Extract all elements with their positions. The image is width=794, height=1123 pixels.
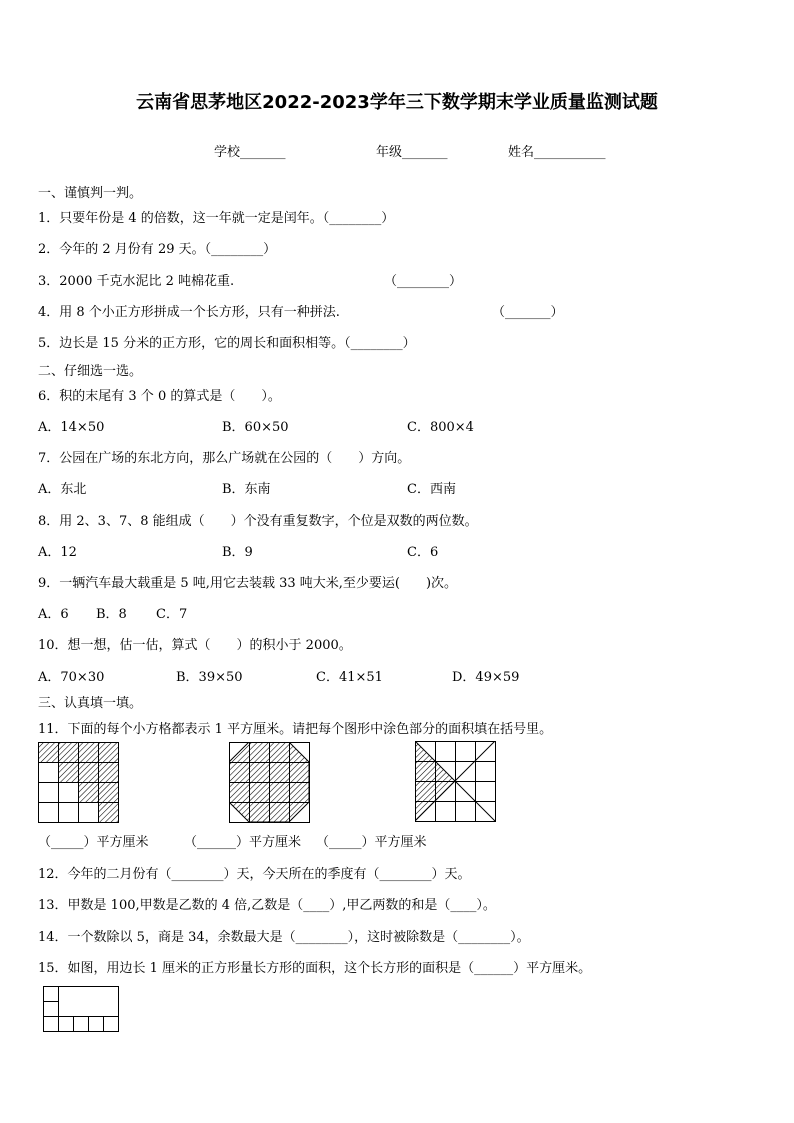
question-15: 15．如图，用边长 1 厘米的正方形量长方形的面积，这个长方形的面积是（______）平方厘米。	[38, 961, 592, 976]
question-1: 1．只要年份是 4 的倍数，这一年就一定是闰年。（________）	[38, 211, 395, 226]
section-heading-choose: 二、仔细选一选。	[38, 364, 143, 379]
option-7a[interactable]: A．东北	[38, 482, 87, 497]
option-8c[interactable]: C．6	[407, 545, 439, 560]
question-10: 10．想一想，估一估，算式（ ）的积小于 2000。	[38, 638, 352, 653]
option-7b[interactable]: B．东南	[222, 482, 271, 497]
question-8: 8．用 2、3、7、8 能组成（ ）个没有重复数字，个位是双数的两位数。	[38, 514, 478, 529]
option-10b[interactable]: B．39×50	[176, 670, 243, 685]
answer-unit-1[interactable]: （_____）平方厘米	[38, 835, 149, 850]
question-12: 12．今年的二月份有（________）天，今天所在的季度有（________）天。	[38, 867, 471, 882]
answer-unit-2[interactable]: （______）平方厘米	[184, 835, 302, 850]
area-figure-3	[415, 741, 497, 823]
page-title: 云南省思茅地区2022-2023学年三下数学期末学业质量监测试题	[136, 92, 658, 113]
question-13: 13．甲数是 100,甲数是乙数的 4 倍,乙数是（____）,甲乙两数的和是（____）。	[38, 898, 496, 913]
section-heading-judge: 一、谨慎判一判。	[38, 186, 143, 201]
option-7c[interactable]: C．西南	[407, 482, 456, 497]
option-10a[interactable]: A．70×30	[38, 670, 105, 685]
question-4: 4．用 8 个小正方形拼成一个长方形，只有一种拼法.	[38, 305, 340, 320]
option-10d[interactable]: D．49×59	[452, 670, 520, 685]
option-9b[interactable]: B．8	[96, 607, 127, 622]
option-9a[interactable]: A．6	[38, 607, 69, 622]
option-10c[interactable]: C．41×51	[316, 670, 383, 685]
grade-field[interactable]: 年级_______	[376, 145, 448, 160]
question-9: 9．一辆汽车最大载重是 5 吨,用它去装载 33 吨大米,至少要运( )次。	[38, 576, 458, 591]
option-9c[interactable]: C．7	[156, 607, 188, 622]
question-14: 14．一个数除以 5，商是 34，余数最大是（________），这时被除数是（________）。	[38, 930, 530, 945]
answer-unit-3[interactable]: （_____）平方厘米	[316, 835, 427, 850]
area-figure-1	[38, 742, 120, 824]
question-7: 7．公园在广场的东北方向，那么广场就在公园的（ ）方向。	[38, 451, 411, 466]
option-6a[interactable]: A．14×50	[38, 420, 105, 435]
option-8a[interactable]: A．12	[38, 545, 77, 560]
section-heading-fill: 三、认真填一填。	[38, 696, 143, 711]
option-6b[interactable]: B．60×50	[222, 420, 289, 435]
name-field[interactable]: 姓名___________	[508, 145, 606, 160]
question-6: 6．积的末尾有 3 个 0 的算式是（ ）。	[38, 389, 281, 404]
area-figure-2	[229, 742, 311, 824]
option-8b[interactable]: B．9	[222, 545, 253, 560]
question-2: 2．今年的 2 月份有 29 天。（________）	[38, 242, 277, 257]
question-11: 11．下面的每个小方格都表示 1 平方厘米。请把每个图形中涂色部分的面积填在括号里。	[38, 722, 553, 737]
question-5: 5．边长是 15 分米的正方形，它的周长和面积相等。（________）	[38, 336, 416, 351]
rectangle-measure-figure	[43, 986, 121, 1034]
answer-blank-4[interactable]: （_______）	[492, 305, 564, 320]
question-3: 3．2000 千克水泥比 2 吨棉花重.	[38, 274, 235, 289]
school-field[interactable]: 学校_______	[214, 145, 286, 160]
answer-blank-3[interactable]: （________）	[384, 274, 463, 289]
option-6c[interactable]: C．800×4	[407, 420, 474, 435]
